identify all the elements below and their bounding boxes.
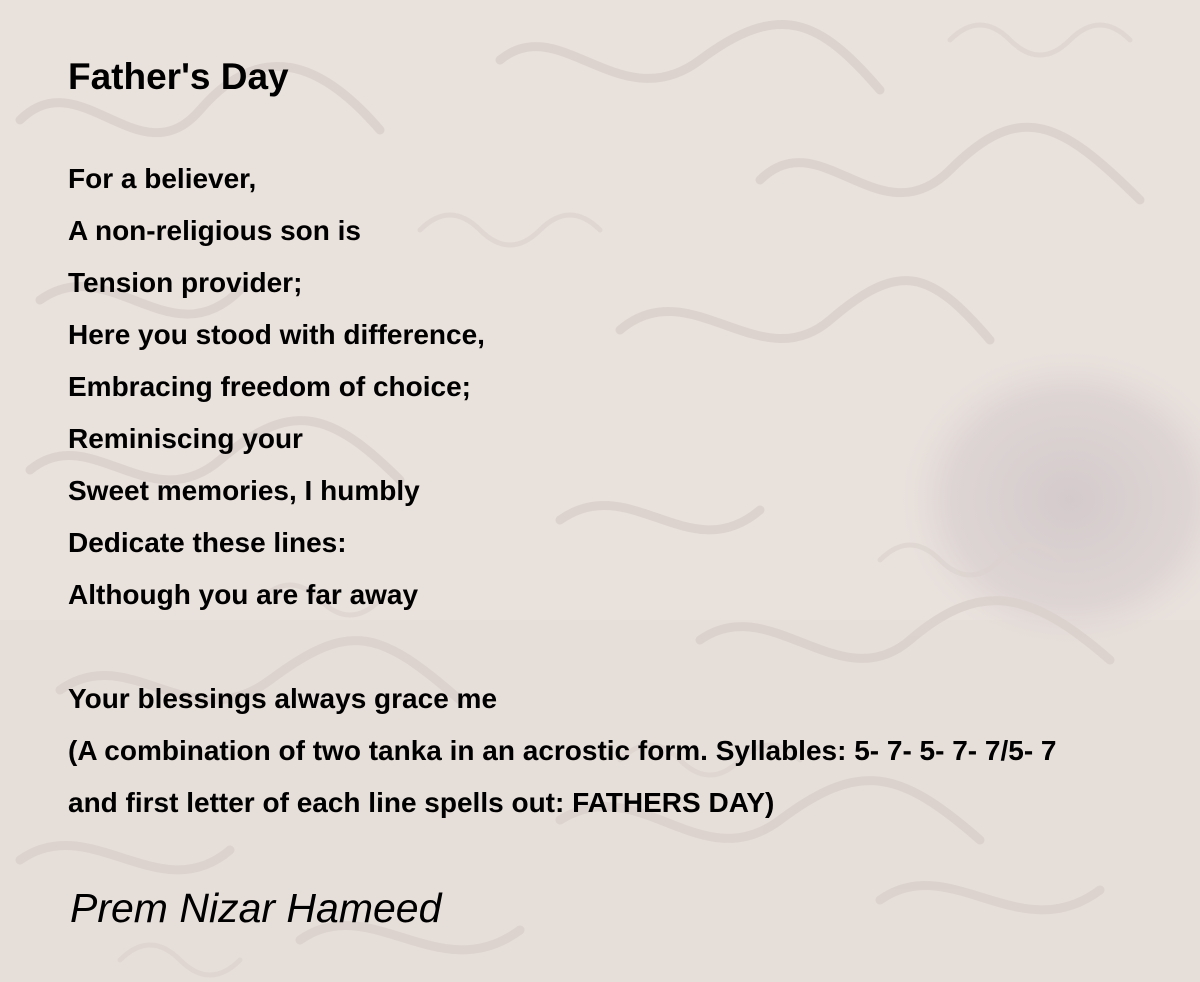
poem-body <box>68 153 1057 829</box>
poem-author: Prem Nizar Hameed <box>70 885 442 931</box>
poem-line: Your blessings always grace me <box>68 683 498 714</box>
poem-note: (A combination of two tanka in an acrostic form. Syllables: 5- 7- 5- 7- 7/5- 7 <box>68 735 1057 766</box>
poem-line: Tension provider; <box>68 267 303 298</box>
poem-line: Embracing freedom of choice; <box>68 371 471 402</box>
stanza-break <box>68 621 1057 673</box>
poem-line: Sweet memories, I humbly <box>68 475 420 506</box>
poem-line: For a believer, <box>68 163 257 194</box>
poem-line: Here you stood with difference, <box>68 319 485 350</box>
poem-note: and first letter of each line spells out: FATHERS DAY) <box>68 787 775 818</box>
poem-line: Although you are far away <box>68 579 419 610</box>
poem-line: Reminiscing your <box>68 423 303 454</box>
poem-line: A non-religious son is <box>68 215 361 246</box>
poem-line: Dedicate these lines: <box>68 527 347 558</box>
poem-title: Father's Day <box>68 56 289 97</box>
